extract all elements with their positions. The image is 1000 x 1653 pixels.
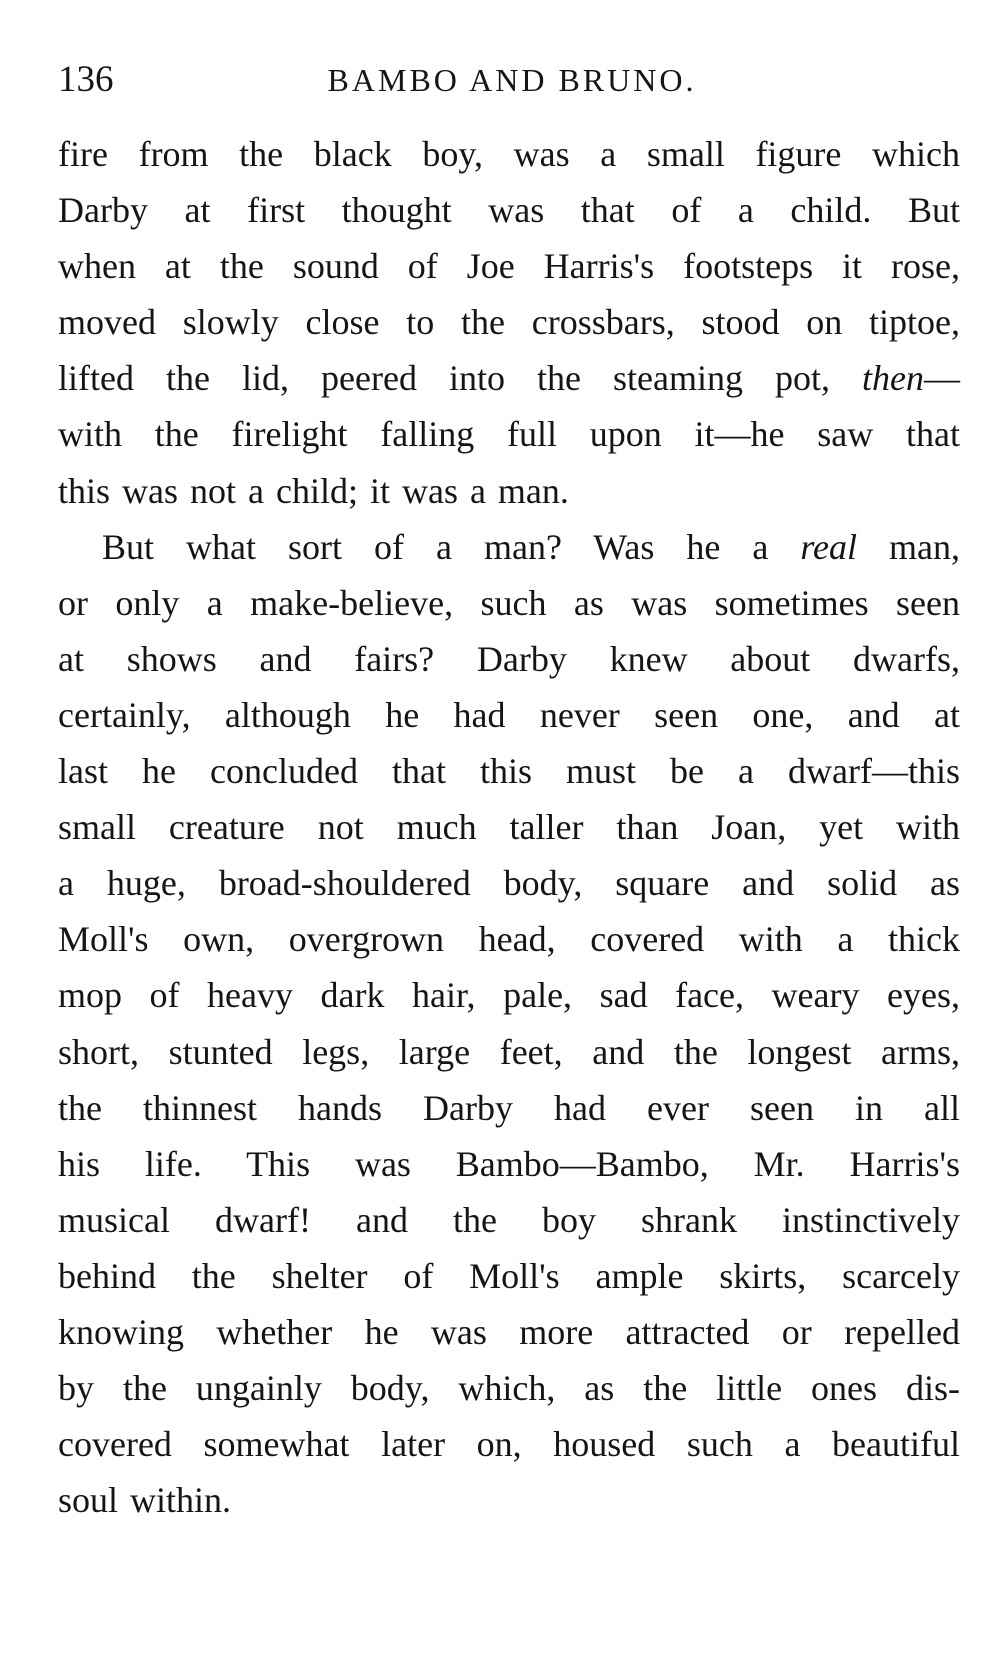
text-line: last he concluded that this must be a dwarf—this <box>58 751 960 792</box>
text-line: fire from the black boy, was a small figure which <box>58 134 960 174</box>
text-line: short, stunted legs, large feet, and the longest arms, <box>58 1031 960 1072</box>
text-line: a huge, broad-shouldered body, square and solid as <box>58 863 960 904</box>
running-head <box>58 52 960 108</box>
text-line: with the firelight falling full upon it—he saw that <box>58 414 960 455</box>
text-line: small creature not much taller than Joan, yet with <box>58 807 960 848</box>
text-line: Moll's own, overgrown head, covered with a thick <box>58 919 960 960</box>
text-line: certainly, although he had never seen one, and at <box>58 694 960 735</box>
text-line: covered somewhat later on, housed such a beautiful <box>58 1424 960 1465</box>
text-line: or only a make-believe, such as was sometimes seen <box>58 582 960 623</box>
text-segment: But what sort of a man? Was he a <box>102 526 801 567</box>
text-line: musical dwarf! and the boy shrank instinctively <box>58 1199 960 1240</box>
text-line: when at the sound of Joe Harris's footsteps it rose, <box>58 246 960 287</box>
text-line: mop of heavy dark hair, pale, sad face, weary eyes, <box>58 975 960 1016</box>
text-segment: man, <box>857 526 961 567</box>
body-text <box>58 126 960 1528</box>
text-line: moved slowly close to the crossbars, stood on tiptoe, <box>58 302 960 343</box>
text-line: by the ungainly body, which, as the little ones dis- <box>58 1368 960 1409</box>
text-line: behind the shelter of Moll's ample skirts, scarcely <box>58 1255 960 1296</box>
text-line: knowing whether he was more attracted or repelled <box>58 1311 960 1352</box>
text-line: this was not a child; it was a man. <box>58 470 569 511</box>
text-line: Darby at first thought was that of a child. But <box>58 190 960 231</box>
page-number: 136 <box>58 59 114 100</box>
text-segment: lifted the lid, peered into the steaming pot, <box>58 358 863 399</box>
running-title: BAMBO AND BRUNO. <box>327 62 697 98</box>
text-line: soul within. <box>58 1480 232 1521</box>
emphasis: real <box>800 526 858 567</box>
text-line <box>58 350 960 406</box>
text-line <box>58 519 960 575</box>
text-line: at shows and fairs? Darby knew about dwarfs, <box>58 638 960 679</box>
emphasis: then <box>862 358 924 399</box>
text-line: the thinnest hands Darby had ever seen in all <box>58 1087 960 1128</box>
text-segment: — <box>924 358 960 399</box>
text-line: his life. This was Bambo—Bambo, Mr. Harris's <box>58 1143 960 1184</box>
